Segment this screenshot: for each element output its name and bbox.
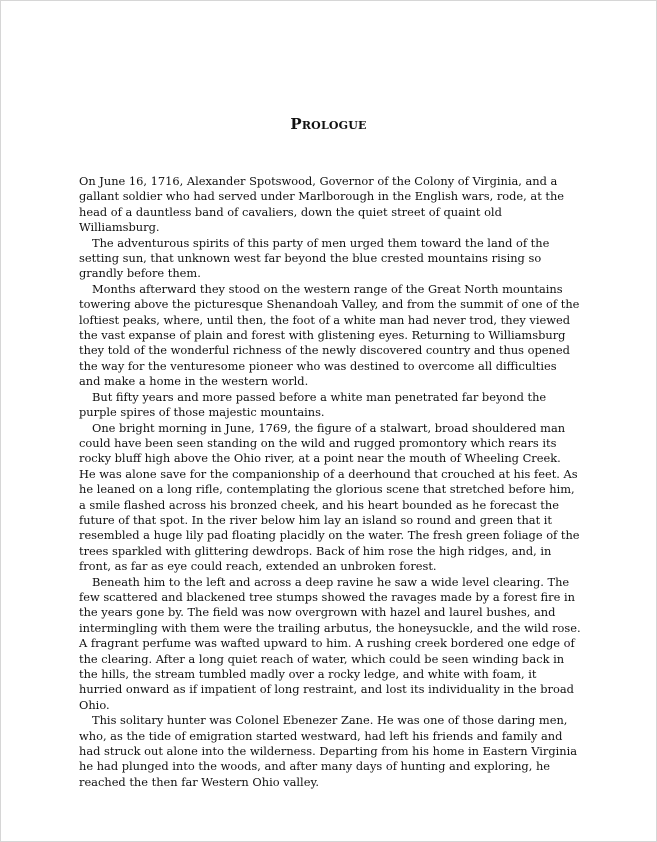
paragraph-6: Beneath him to the left and across a deep ravine he saw a wide level clearing. The few scattered and blackened tree stumps showed the ravages made by a forest fire in the years gone by. The field was now overgrown with hazel and laurel bushes, and intermingling with them were the trailing arbutus, the honeysuckle, and the wild rose. A fragrant perfume was wafted upward to him. A rushing creek bordered one edge of the clearing. After a long quiet reach of water, which could be seen winding back in the hills, the stream tumbled madly over a rocky ledge, and white with foam, it hurried onward as if impatient of long restraint, and lost its individuality in the broad Ohio. [79,574,581,712]
paragraph-7: This solitary hunter was Colonel Ebenezer Zane. He was one of those daring men, who, as the tide of emigration started westward, had left his friends and family and had struck out alone into the wilderness. Departing from his home in Eastern Virginia he had plunged into the woods, and after many days of hunting and exploring, he reached the then far Western Ohio valley. [79,713,578,789]
chapter-body [79,174,581,790]
paragraph-2: The adventurous spirits of this party of men urged them toward the land of the setting sun, that unknown west far beyond the blue crested mountains rising so grandly before them. [79,235,550,281]
paragraph-5: One bright morning in June, 1769, the figure of a stalwart, broad shouldered man could have been seen standing on the wild and rugged promontory which rears its rocky bluff high above the Ohio river, at a point near the mouth of Wheeling Creek. He was alone save for the companionship of a deerhound that crouched at his feet. As he leaned on a long rifle, contemplating the glorious scene that stretched before him, a smile flashed across his bronzed cheek, and his heart bounded as he forecast the future of that spot. In the river below him lay an island so round and green that it resembled a huge lily pad floating placidly on the water. The fresh green foliage of the trees sparkled with glittering dewdrops. Back of him rose the high ridges, and, in front, as far as eye could reach, extended an unbroken forest. [79,420,580,574]
paragraph-1: On June 16, 1716, Alexander Spotswood, Governor of the Colony of Virginia, and a gallant soldier who had served under Marlborough in the English wars, rode, at the head of a dauntless band of cavaliers, down the quiet street of quaint old Williamsburg. [79,174,565,235]
paragraph-4: But fifty years and more passed before a white man penetrated far beyond the purple spires of those majestic mountains. [79,389,547,420]
chapter-title: Prologue [290,115,367,133]
paragraph-3: Months afterward they stood on the western range of the Great North mountains towering above the picturesque Shenandoah Valley, and from the summit of one of the loftiest peaks, where, until then, the foot of a white man had never trod, they viewed the vast expanse of plain and forest with glistening eyes. Returning to Williamsburg they told of the wonderful richness of the newly discovered country and thus opened the way for the venturesome pioneer who was destined to overcome all difficulties and make a home in the western world. [79,281,580,389]
